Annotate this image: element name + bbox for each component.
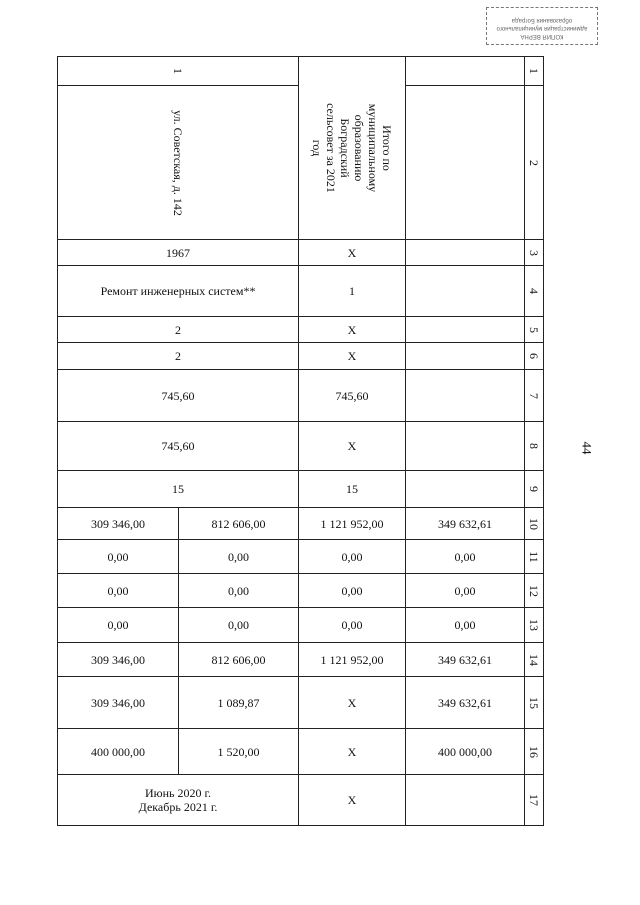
cell-b: 1 121 952,00 [298,642,406,677]
cell-a2: 812 606,00 [178,507,299,540]
cell-a1: 400 000,00 [57,728,179,775]
cell-c [405,369,525,422]
cell-a: 745,60 [57,421,299,471]
row-number: 5 [524,316,544,343]
cell-b: 0,00 [298,539,406,574]
cell-a: 2 [57,316,299,343]
cell-a1: 309 346,00 [57,676,179,729]
cell-a1: 309 346,00 [57,642,179,677]
cell-a2: 1 520,00 [178,728,299,775]
cell-c: 0,00 [405,607,525,643]
cell-c [405,239,525,266]
cell-a: 2 [57,342,299,370]
cell-a: 15 [57,470,299,508]
row-number: 7 [524,369,544,422]
cell-a: 1967 [57,239,299,266]
cell-c: 0,00 [405,539,525,574]
cell-a1: 0,00 [57,573,179,608]
cell-b: X [298,421,406,471]
cell-a2: 0,00 [178,573,299,608]
cell-a1: 309 346,00 [57,507,179,540]
cell-c: 349 632,61 [405,507,525,540]
cell-c: 0,00 [405,573,525,608]
row-number: 10 [524,507,544,540]
cell-c [405,342,525,370]
cell-c [405,421,525,471]
header-col-number: 1 [57,56,299,86]
row-number: 2 [524,85,544,240]
cell-a2: 812 606,00 [178,642,299,677]
row-number: 4 [524,265,544,317]
cell-b: X [298,728,406,775]
cell-a-period: Июнь 2020 г. Декабрь 2021 г. [57,774,299,826]
cell-c: 349 632,61 [405,642,525,677]
row-number: 3 [524,239,544,266]
cell-a: 745,60 [57,369,299,422]
row-number: 14 [524,642,544,677]
cell-b: 1 121 952,00 [298,507,406,540]
row-number: 12 [524,573,544,608]
cell-a2: 0,00 [178,539,299,574]
cell-b: X [298,676,406,729]
page-number: 44 [579,441,595,455]
cell-b: 1 [298,265,406,317]
cell-a: Ремонт инженерных систем** [57,265,299,317]
cell-b: 0,00 [298,573,406,608]
cell-b: X [298,774,406,826]
row-number: 9 [524,470,544,508]
cell-c: 400 000,00 [405,728,525,775]
header-address: ул. Советская, д. 142 [57,85,299,240]
row-number: 17 [524,774,544,826]
cell-a1: 0,00 [57,539,179,574]
stamp-line: КОПИЯ ВЕРНА [520,33,564,39]
cell-b: X [298,342,406,370]
cell-b: X [298,239,406,266]
cell-a2: 0,00 [178,607,299,643]
header-blank [405,56,525,86]
row-number: 13 [524,607,544,643]
cell-b: 745,60 [298,369,406,422]
row-number: 15 [524,676,544,729]
cell-a2: 1 089,87 [178,676,299,729]
row-number: 6 [524,342,544,370]
cell-c [405,265,525,317]
header-total: Итого по муниципальному образованию Боградский сельсовет за 2021 год [298,56,406,240]
cell-c: 349 632,61 [405,676,525,729]
stamp-line: администрация муниципального [496,25,588,31]
cell-b: 15 [298,470,406,508]
stamp-line: образования Бограда [511,17,573,23]
cell-c [405,774,525,826]
cell-b: X [298,316,406,343]
cell-c [405,470,525,508]
row-number: 11 [524,539,544,574]
cell-b: 0,00 [298,607,406,643]
row-number: 16 [524,728,544,775]
cell-a1: 0,00 [57,607,179,643]
cell-c [405,316,525,343]
row-number: 1 [524,56,544,86]
row-number: 8 [524,421,544,471]
header-blank [405,85,525,240]
